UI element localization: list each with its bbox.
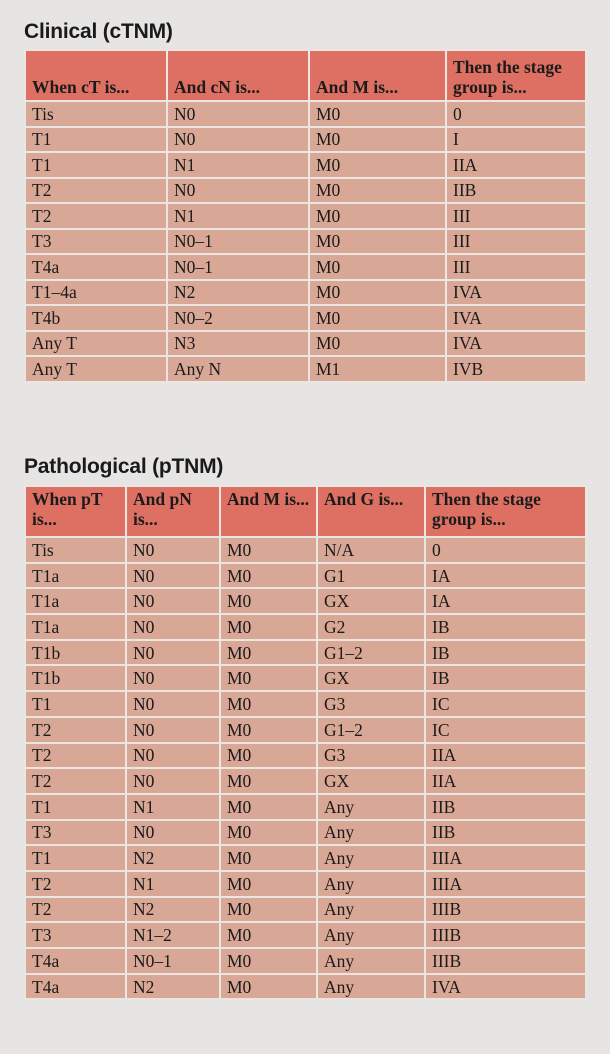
table-cell: M0 [220, 743, 317, 769]
table-cell: N2 [126, 974, 220, 1000]
table-row [25, 922, 586, 948]
table-cell: IIB [425, 794, 586, 820]
table-cell: M0 [220, 794, 317, 820]
table-cell: IIA [425, 768, 586, 794]
table-cell: N0 [126, 640, 220, 666]
table-cell: N0 [126, 743, 220, 769]
column-header: And G is... [317, 486, 425, 537]
table-cell: Any [317, 794, 425, 820]
table-cell: IVA [446, 305, 586, 331]
table-cell: T2 [25, 203, 167, 229]
table-cell: N0–1 [126, 948, 220, 974]
table-cell: Any [317, 897, 425, 923]
clinical-section-title: Clinical (cTNM) [24, 20, 173, 43]
table-cell: III [446, 203, 586, 229]
table-cell: I [446, 127, 586, 153]
table-cell: N1 [126, 871, 220, 897]
table-cell: N0–2 [167, 305, 309, 331]
table-header-row [25, 486, 586, 537]
table-cell: N0–1 [167, 229, 309, 255]
table-cell: Any T [25, 331, 167, 357]
table-cell: N0 [126, 588, 220, 614]
table-row [25, 178, 586, 204]
table-cell: IIIB [425, 948, 586, 974]
table-cell: G2 [317, 614, 425, 640]
table-cell: G1–2 [317, 717, 425, 743]
table-cell: M0 [220, 845, 317, 871]
table-cell: T1–4a [25, 280, 167, 306]
table-cell: M0 [309, 203, 446, 229]
table-cell: M0 [220, 820, 317, 846]
table-cell: N3 [167, 331, 309, 357]
table-cell: Any [317, 974, 425, 1000]
table-cell: IA [425, 588, 586, 614]
table-row [25, 305, 586, 331]
table-cell: N0 [126, 717, 220, 743]
table-cell: IVA [446, 331, 586, 357]
table-row [25, 871, 586, 897]
table-row [25, 537, 586, 563]
table-row [25, 127, 586, 153]
table-cell: G1 [317, 563, 425, 589]
table-cell: IIIB [425, 922, 586, 948]
table-cell: IC [425, 691, 586, 717]
table-cell: IB [425, 614, 586, 640]
table-cell: IIA [446, 152, 586, 178]
table-cell: IIB [446, 178, 586, 204]
table-cell: T2 [25, 743, 126, 769]
table-cell: T1 [25, 845, 126, 871]
table-cell: M0 [220, 768, 317, 794]
table-row [25, 331, 586, 357]
table-row [25, 948, 586, 974]
table-cell: M0 [220, 665, 317, 691]
table-cell: III [446, 229, 586, 255]
table-cell: GX [317, 768, 425, 794]
table-header-row [25, 50, 586, 101]
column-header: When pT is... [25, 486, 126, 537]
column-header: And M is... [220, 486, 317, 537]
table-cell: N0 [167, 101, 309, 127]
table-cell: M0 [309, 101, 446, 127]
table-cell: M0 [220, 640, 317, 666]
table-cell: N0 [126, 665, 220, 691]
table-cell: Any [317, 922, 425, 948]
table-cell: IVA [425, 974, 586, 1000]
table-row [25, 794, 586, 820]
table-cell: G3 [317, 743, 425, 769]
table-cell: Any N [167, 356, 309, 382]
table-cell: T1a [25, 588, 126, 614]
table-row [25, 229, 586, 255]
table-cell: N1 [126, 794, 220, 820]
table-cell: T2 [25, 871, 126, 897]
table-cell: GX [317, 588, 425, 614]
table-cell: 0 [446, 101, 586, 127]
table-cell: T1 [25, 152, 167, 178]
table-cell: M0 [220, 948, 317, 974]
table-cell: IVB [446, 356, 586, 382]
table-row [25, 203, 586, 229]
table-cell: 0 [425, 537, 586, 563]
table-row [25, 614, 586, 640]
table-cell: T3 [25, 922, 126, 948]
table-cell: T1b [25, 640, 126, 666]
table-row [25, 356, 586, 382]
table-cell: M0 [220, 974, 317, 1000]
table-cell: N1 [167, 152, 309, 178]
table-cell: T1b [25, 665, 126, 691]
table-row [25, 563, 586, 589]
table-cell: T1 [25, 691, 126, 717]
table-cell: M0 [220, 897, 317, 923]
column-header: Then the stage group is... [446, 50, 586, 101]
table-row [25, 280, 586, 306]
column-header: And cN is... [167, 50, 309, 101]
table-cell: M0 [309, 178, 446, 204]
table-cell: IIA [425, 743, 586, 769]
table-row [25, 640, 586, 666]
table-cell: N0–1 [167, 254, 309, 280]
table-cell: IB [425, 640, 586, 666]
table-row [25, 845, 586, 871]
table-cell: N0 [126, 768, 220, 794]
table-cell: M0 [309, 280, 446, 306]
table-cell: IIB [425, 820, 586, 846]
table-cell: G3 [317, 691, 425, 717]
table-cell: M0 [309, 254, 446, 280]
table-cell: N2 [126, 845, 220, 871]
table-cell: T4a [25, 974, 126, 1000]
pathological-staging-table [24, 485, 587, 1000]
table-cell: T2 [25, 178, 167, 204]
table-row [25, 588, 586, 614]
column-header: When cT is... [25, 50, 167, 101]
column-header: Then the stage group is... [425, 486, 586, 537]
table-cell: IIIB [425, 897, 586, 923]
table-row [25, 254, 586, 280]
table-cell: M0 [309, 305, 446, 331]
table-cell: Any [317, 845, 425, 871]
table-cell: T2 [25, 897, 126, 923]
table-cell: N0 [126, 820, 220, 846]
table-cell: N/A [317, 537, 425, 563]
table-cell: IA [425, 563, 586, 589]
table-cell: M0 [220, 922, 317, 948]
table-cell: M0 [220, 717, 317, 743]
table-cell: M0 [220, 563, 317, 589]
table-cell: M0 [309, 152, 446, 178]
table-cell: IIIA [425, 845, 586, 871]
table-cell: Tis [25, 101, 167, 127]
table-cell: M0 [220, 691, 317, 717]
table-row [25, 101, 586, 127]
table-cell: N1–2 [126, 922, 220, 948]
table-cell: M0 [309, 229, 446, 255]
table-row [25, 768, 586, 794]
table-cell: M0 [220, 614, 317, 640]
table-row [25, 974, 586, 1000]
table-row [25, 820, 586, 846]
table-cell: T4a [25, 254, 167, 280]
table-row [25, 691, 586, 717]
table-cell: T3 [25, 229, 167, 255]
column-header: And pN is... [126, 486, 220, 537]
table-cell: N0 [167, 127, 309, 153]
column-header: And M is... [309, 50, 446, 101]
table-cell: G1–2 [317, 640, 425, 666]
table-row [25, 665, 586, 691]
table-cell: N0 [126, 537, 220, 563]
table-cell: T2 [25, 717, 126, 743]
table-cell: M0 [220, 537, 317, 563]
table-cell: T1 [25, 794, 126, 820]
table-cell: M0 [309, 127, 446, 153]
table-cell: T3 [25, 820, 126, 846]
table-cell: T1a [25, 614, 126, 640]
table-cell: T4b [25, 305, 167, 331]
table-cell: Tis [25, 537, 126, 563]
table-cell: N0 [126, 563, 220, 589]
table-cell: N0 [167, 178, 309, 204]
table-cell: M1 [309, 356, 446, 382]
table-cell: M0 [309, 331, 446, 357]
table-cell: T1 [25, 127, 167, 153]
table-cell: N2 [126, 897, 220, 923]
table-row [25, 897, 586, 923]
table-cell: M0 [220, 871, 317, 897]
table-cell: Any T [25, 356, 167, 382]
table-row [25, 717, 586, 743]
table-cell: IIIA [425, 871, 586, 897]
table-cell: N0 [126, 691, 220, 717]
table-cell: N2 [167, 280, 309, 306]
table-cell: T1a [25, 563, 126, 589]
table-row [25, 152, 586, 178]
table-cell: Any [317, 948, 425, 974]
table-cell: GX [317, 665, 425, 691]
table-cell: IB [425, 665, 586, 691]
table-cell: N1 [167, 203, 309, 229]
table-cell: III [446, 254, 586, 280]
clinical-staging-table [24, 49, 587, 383]
table-cell: Any [317, 871, 425, 897]
pathological-section-title: Pathological (pTNM) [24, 455, 224, 478]
table-cell: M0 [220, 588, 317, 614]
table-cell: Any [317, 820, 425, 846]
table-row [25, 743, 586, 769]
table-cell: IC [425, 717, 586, 743]
table-cell: IVA [446, 280, 586, 306]
table-cell: T2 [25, 768, 126, 794]
table-cell: T4a [25, 948, 126, 974]
table-cell: N0 [126, 614, 220, 640]
